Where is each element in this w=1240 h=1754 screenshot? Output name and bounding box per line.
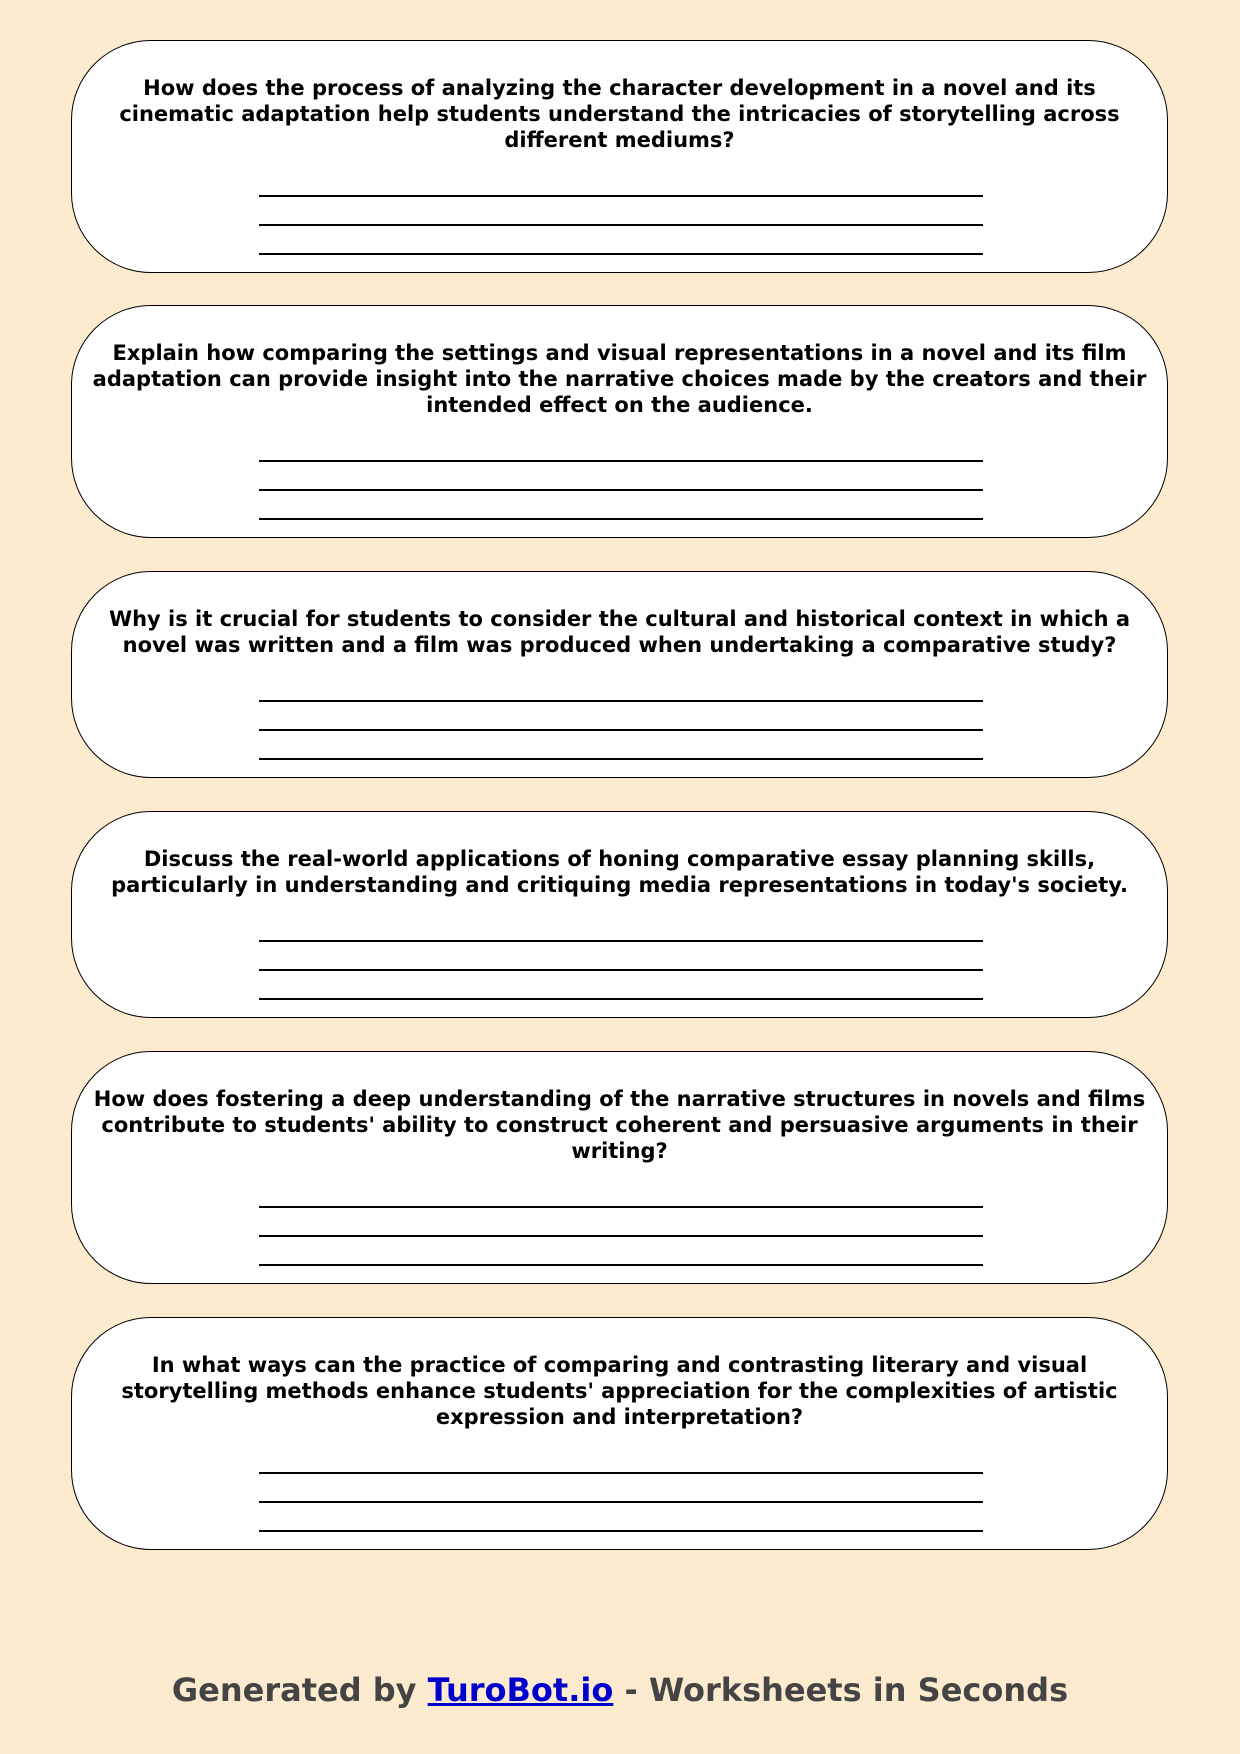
question-text-2: Explain how comparing the settings and visual representations in a novel and its film adaptation can provide insight into the narrative choices made by the creators and their intended effect on the audience. bbox=[92, 341, 1147, 417]
question-card-5 bbox=[71, 1051, 1168, 1284]
answer-line[interactable] bbox=[259, 1206, 983, 1208]
answer-line[interactable] bbox=[259, 460, 983, 462]
answer-line[interactable] bbox=[259, 1530, 983, 1532]
question-card-1 bbox=[71, 40, 1168, 273]
question-card-4 bbox=[71, 811, 1168, 1018]
answer-line[interactable] bbox=[259, 758, 983, 760]
answer-line[interactable] bbox=[259, 1501, 983, 1503]
answer-line[interactable] bbox=[259, 224, 983, 226]
answer-line[interactable] bbox=[259, 969, 983, 971]
answer-line[interactable] bbox=[259, 195, 983, 197]
answer-line[interactable] bbox=[259, 1472, 983, 1474]
footer bbox=[0, 1670, 1240, 1710]
question-text-3: Why is it crucial for students to consider the cultural and historical context in which a novel was written and a film was produced when undertaking a comparative study? bbox=[108, 607, 1131, 657]
answer-line[interactable] bbox=[259, 1235, 983, 1237]
footer-prefix: Generated by bbox=[171, 1671, 428, 1709]
question-card-3 bbox=[71, 571, 1168, 778]
footer-suffix: - Worksheets in Seconds bbox=[613, 1671, 1069, 1709]
question-text-6: In what ways can the practice of comparing and contrasting literary and visual storytelling methods enhance students' appreciation for the complexities of artistic expression and interpretation? bbox=[121, 1353, 1118, 1429]
question-text-5: How does fostering a deep understanding of the narrative structures in novels and films contribute to students' ability to construct coherent and persuasive arguments in their writing? bbox=[93, 1087, 1146, 1163]
question-card-6 bbox=[71, 1317, 1168, 1550]
question-text-1: How does the process of analyzing the character development in a novel and its cinematic adaptation help students understand the intricacies of storytelling across different mediums? bbox=[119, 76, 1120, 152]
answer-line[interactable] bbox=[259, 518, 983, 520]
question-card-2 bbox=[71, 305, 1168, 538]
answer-line[interactable] bbox=[259, 700, 983, 702]
answer-line[interactable] bbox=[259, 489, 983, 491]
turobot-link[interactable]: TuroBot.io bbox=[427, 1671, 614, 1709]
answer-line[interactable] bbox=[259, 729, 983, 731]
answer-line[interactable] bbox=[259, 940, 983, 942]
answer-line[interactable] bbox=[259, 253, 983, 255]
answer-line[interactable] bbox=[259, 998, 983, 1000]
answer-line[interactable] bbox=[259, 1264, 983, 1266]
question-text-4: Discuss the real-world applications of honing comparative essay planning skills, particularly in understanding and critiquing media representations in today's society. bbox=[111, 847, 1128, 897]
